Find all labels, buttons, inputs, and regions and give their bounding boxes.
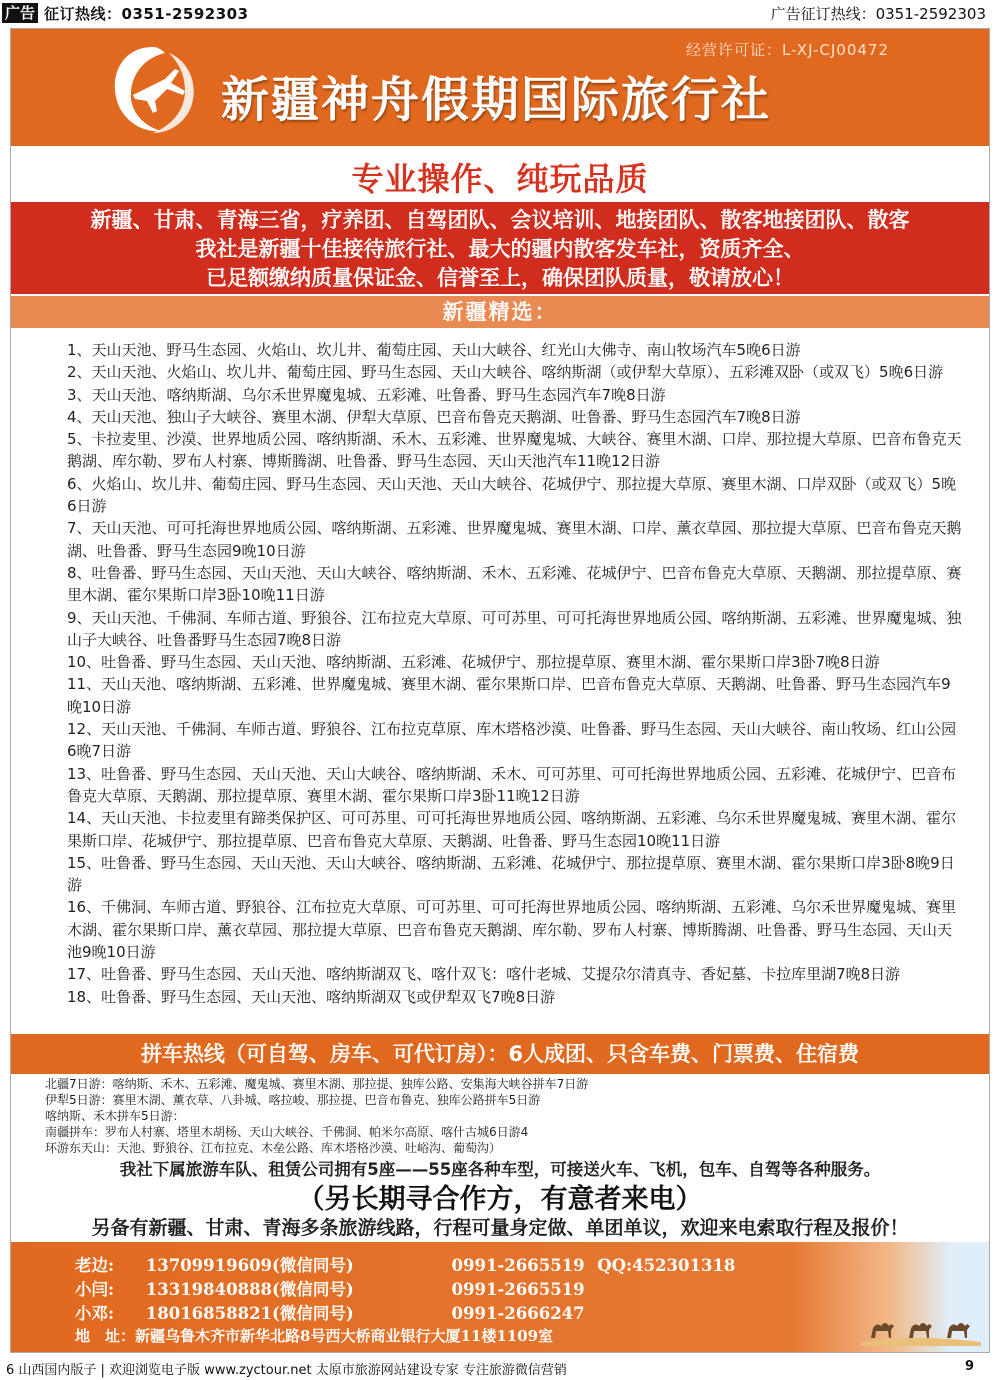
route-item: 4、天山天池、独山子大峡谷、赛里木湖、伊犁大草原、巴音布鲁克天鹅湖、吐鲁番、野马生态园汽车7晚8日游 — [67, 407, 801, 426]
contact-panel — [11, 1242, 989, 1353]
contact-name: 小邓: — [75, 1304, 115, 1323]
route-item: 17、吐鲁番、野马生态园、天山天池、喀纳斯湖双飞、喀什双飞：喀什老城、艾提尕尔清真寺、香妃墓、卡拉库里湖7晚8日游 — [67, 965, 901, 984]
carpool-item: 伊犁5日游：赛里木湖、薰衣草、八卦城、喀拉峻、那拉提、巴音布鲁克、独库公路拼车5日游 — [45, 1093, 541, 1107]
swirl-plane-logo-icon — [103, 39, 203, 139]
contact-mobile: 13319840888(微信同号) — [145, 1280, 354, 1299]
license-number: 经营许可证：L-XJ-CJ00472 — [686, 41, 889, 59]
route-item: 15、吐鲁番、野马生态园、天山天池、天山大峡谷、喀纳斯湖、五彩滩、花城伊宁、那拉提草原、赛里木湖、霍尔果斯口岸3卧8晚9日游 — [67, 853, 955, 895]
xinjiang-picks-title: 新疆精选： — [11, 296, 989, 328]
contact-name: 老边: — [75, 1256, 115, 1275]
contact-row — [75, 1276, 592, 1300]
carpool-item: 环游东天山：天池、野狼谷、江布拉克、木垒公路、库木塔格沙漠、吐峪沟、葡萄沟） — [45, 1141, 502, 1155]
route-item: 18、吐鲁番、野马生态园、天山天池、喀纳斯湖双飞或伊犁双飞7晚8日游 — [67, 987, 556, 1006]
route-item: 1、天山天池、野马生态园、火焰山、坎儿井、葡萄庄园、天山大峡谷、红光山大佛寺、南山牧场汽车5晚6日游 — [67, 341, 801, 359]
hotline-right: 广告征订热线：0351-2592303 — [770, 5, 986, 23]
contact-mobile: 18016858821(微信同号) — [145, 1304, 354, 1323]
intro-line-1: 新疆、甘肃、青海三省，疗养团、自驾团队、会议培训、地接团队、散客地接团队、散客 — [90, 208, 910, 232]
header-banner — [11, 29, 989, 146]
carpool-item: 南疆拼车：罗布人村寨、塔里木胡杨、天山大峡谷、千佛洞、帕米尔高原、喀什古城6日游4 — [45, 1125, 529, 1139]
agency-name: 新疆神舟假期国际旅行社 — [221, 72, 772, 128]
cooperation-text: （另长期寻合作方，有意者来电） — [297, 1184, 703, 1215]
ad-tag-left: 广告 — [2, 3, 38, 23]
route-item: 8、吐鲁番、野马生态园、天山天池、天山大峡谷、喀纳斯湖、禾木、五彩滩、花城伊宁、巴音布鲁克大草原、天鹅湖、那拉提草原、赛里木湖、霍尔果斯口岸3卧10晚11日游 — [67, 563, 962, 605]
route-item: 16、千佛洞、车师古道、野狼谷、江布拉克大草原、可可苏里、可可托海世界地质公园、喀纳斯湖、五彩滩、乌尔禾世界魔鬼城、赛里木湖、霍尔果斯口岸、薰衣草园、那拉提大草原、巴音布鲁克天鹅湖、库尔勒、罗布人村寨、博斯腾湖、吐鲁番、野马生态园、天山天池9晚10日游 — [67, 898, 957, 962]
carpool-item: 喀纳斯、禾木拼车5日游： — [45, 1109, 185, 1123]
hotline-left: 征订热线：0351-2592303 — [44, 5, 249, 23]
top-bar — [0, 0, 1000, 26]
page-footer — [0, 1356, 1000, 1380]
intro-banner — [11, 202, 989, 294]
contact-qq: QQ:452301318 — [597, 1256, 736, 1275]
intro-line-2: 我社是新疆十佳接待旅行社、最大的疆内散客发车社，资质齐全、 — [195, 237, 805, 261]
route-item: 2、天山天池、火焰山、坎儿井、葡萄庄园、野马生态园、天山大峡谷、喀纳斯湖（或伊犁大草原）、五彩滩双卧（或双飞）5晚6日游 — [67, 363, 944, 382]
camel-caravan-icon — [861, 1306, 981, 1346]
page-number: 9 — [964, 1359, 974, 1374]
route-item: 10、吐鲁番、野马生态园、天山天池、喀纳斯湖、五彩滩、花城伊宁、那拉提草原、赛里木湖、霍尔果斯口岸3卧7晚8日游 — [67, 653, 880, 672]
footer-left: 6 山西国内版子 | 欢迎浏览电子版 www.zyctour.net 太原市旅游网站建设专家 专注旅游微信营销 — [6, 1363, 567, 1378]
more-routes-text: 另备有新疆、甘肃、青海多条旅游线路，行程可量身定做、单团单议，欢迎来电索取行程及报价！ — [91, 1217, 909, 1239]
intro-line-3: 已足额缴纳质量保证金、信誉至上，确保团队质量，敬请放心！ — [206, 266, 794, 290]
route-item: 7、天山天池、可可托海世界地质公园、喀纳斯湖、五彩滩、世界魔鬼城、赛里木湖、口岸、薰衣草园、那拉提大草原、巴音布鲁克天鹅湖、吐鲁番、野马生态园9晚10日游 — [67, 519, 962, 560]
route-item: 12、天山天池、千佛洞、车师古道、野狼谷、江布拉克草原、库木塔格沙漠、吐鲁番、野马生态园、天山大峡谷、南山牧场、红山公园6晚7日游 — [67, 720, 957, 761]
tagline: 专业操作、纯玩品质 — [351, 160, 649, 198]
carpool-hotline-bar: 拼车热线（可自驾、房车、可代订房）：6人成团、只含车费、门票费、住宿费 — [11, 1034, 989, 1074]
route-item: 14、天山天池、卡拉麦里有蹄类保护区、可可苏里、可可托海世界地质公园、喀纳斯湖、五彩滩、乌尔禾世界魔鬼城、赛里木湖、霍尔果斯口岸、花城伊宁、那拉提草原、巴音布鲁克大草原、天鹅湖、吐鲁番、野马生态园10晚11日游 — [67, 809, 957, 850]
carpool-item: 北疆7日游：喀纳斯、禾木、五彩滩、魔鬼城、赛里木湖、那拉提、独库公路、安集海大峡谷拼车7日游 — [45, 1077, 589, 1091]
carpool-list — [45, 1076, 945, 1156]
fleet-service-text: 我社下属旅游车队、租赁公司拥有5座——55座各种车型，可接送火车、飞机，包车、自驾等各种服务。 — [119, 1160, 881, 1179]
contact-tel: 0991-2665519 — [451, 1280, 585, 1299]
route-item: 5、卡拉麦里、沙漠、世界地质公园、喀纳斯湖、禾木、五彩滩、世界魔鬼城、大峡谷、赛里木湖、口岸、那拉提大草原、巴音布鲁克天鹅湖、库尔勒、罗布人村寨、博斯腾湖、吐鲁番、野马生态园、天山天池汽车11晚12日游 — [67, 430, 962, 471]
route-list — [67, 339, 965, 1008]
route-item: 11、天山天池、喀纳斯湖、五彩滩、世界魔鬼城、赛里木湖、霍尔果斯口岸、巴音布鲁克大草原、天鹅湖、吐鲁番、野马生态园汽车9晚10日游 — [67, 675, 951, 716]
ad-frame — [10, 28, 990, 1353]
contact-row — [75, 1300, 592, 1324]
contact-name: 小闫: — [75, 1280, 115, 1299]
contact-tel: 0991-2665519 — [451, 1256, 585, 1275]
route-item: 13、吐鲁番、野马生态园、天山天池、天山大峡谷、喀纳斯湖、禾木、可可苏里、可可托海世界地质公园、五彩滩、花城伊宁、巴音布鲁克大草原、天鹅湖、那拉提草原、赛里木湖、霍尔果斯口岸3卧11晚12日游 — [67, 764, 957, 805]
route-item: 9、天山天池、千佛洞、车师古道、野狼谷、江布拉克大草原、可可苏里、可可托海世界地质公园、喀纳斯湖、五彩滩、世界魔鬼城、独山子大峡谷、吐鲁番野马生态园7晚8日游 — [67, 608, 962, 649]
route-item: 6、火焰山、坎儿井、葡萄庄园、野马生态园、天山天池、天山大峡谷、花城伊宁、那拉提大草原、赛里木湖、口岸双卧（或双飞）5晚6日游 — [67, 474, 957, 516]
contact-row — [75, 1252, 735, 1276]
contact-mobile: 13709919609(微信同号) — [145, 1256, 354, 1275]
route-item: 3、天山天池、喀纳斯湖、乌尔禾世界魔鬼城、五彩滩、吐鲁番、野马生态园汽车7晚8日游 — [67, 385, 666, 404]
address: 地 址：新疆乌鲁木齐市新华北路8号西大桥商业银行大厦11楼1109室 — [75, 1327, 554, 1345]
contact-tel: 0991-2666247 — [451, 1304, 585, 1323]
